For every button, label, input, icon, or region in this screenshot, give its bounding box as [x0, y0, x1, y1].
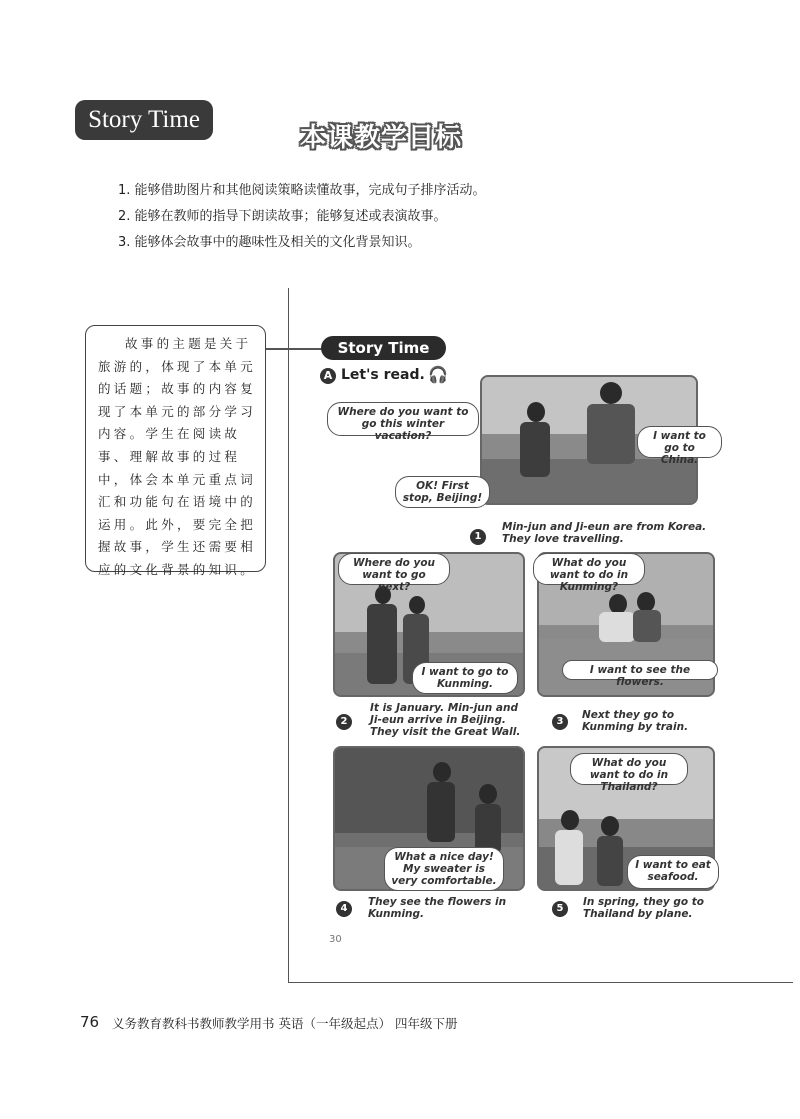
speech-bubble-2b: I want to go to Kunming. — [412, 662, 518, 694]
footer-book-title: 义务教育教科书教师教学用书 英语（一年级起点） 四年级下册 — [112, 1016, 458, 1031]
objective-2: 2. 能够在教师的指导下朗读故事；能够复述或表演故事。 — [118, 209, 447, 224]
speech-bubble-5b: I want to eat seafood. — [627, 855, 719, 889]
girl-figure — [633, 610, 661, 642]
panel-caption-2: It is January. Min-jun and Ji-eun arrive in Beijing. They visit the Great Wall. — [370, 702, 521, 738]
boy-figure — [599, 612, 635, 642]
panel-caption-4: They see the flowers in Kunming. — [368, 896, 507, 920]
panel-caption-5: In spring, they go to Thailand by plane. — [583, 896, 704, 920]
headphone-icon[interactable]: 🎧 — [428, 365, 448, 384]
story-time-badge: Story Time — [75, 100, 213, 140]
panel-number-2: 2 — [336, 714, 352, 730]
footer-page-number: 76 — [80, 1013, 100, 1031]
speech-bubble-4a: What a nice day! My sweater is very comfortable. — [384, 847, 504, 891]
speech-bubble-2a: Where do you want to go next? — [338, 553, 450, 585]
boy-figure — [520, 422, 550, 477]
panel-number-4: 4 — [336, 901, 352, 917]
boy-figure-head — [527, 402, 545, 422]
panel-caption-1: Min-jun and Ji-eun are from Korea. They love travelling. — [502, 521, 707, 545]
textbook-section-title: Story Time — [321, 336, 446, 360]
speech-bubble-3a: What do you want to do in Kunming? — [533, 553, 645, 585]
panel-number-5: 5 — [552, 901, 568, 917]
boy-figure-head — [433, 762, 451, 782]
boy-figure — [427, 782, 455, 842]
girl-figure-head — [601, 816, 619, 836]
boy-figure-head — [609, 594, 627, 614]
boy-figure — [367, 604, 397, 684]
girl-figure-head — [600, 382, 622, 404]
speech-bubble-1b: I want to go to China. — [637, 426, 722, 458]
speech-bubble-5a: What do you want to do in Thailand? — [570, 753, 688, 785]
panel-number-1: 1 — [470, 529, 486, 545]
girl-figure-head — [479, 784, 497, 804]
girl-figure-head — [409, 596, 425, 614]
speech-bubble-1c: OK! First stop, Beijing! — [395, 476, 490, 508]
boy-figure-head — [561, 810, 579, 830]
girl-figure — [597, 836, 623, 886]
girl-figure-head — [637, 592, 655, 612]
girl-figure — [587, 404, 635, 464]
objective-3: 3. 能够体会故事中的趣味性及相关的文化背景知识。 — [118, 235, 421, 250]
lesson-goals-title: 本课教学目标 — [300, 123, 463, 153]
panel-number-3: 3 — [552, 714, 568, 730]
panel-caption-3: Next they go to Kunming by train. — [582, 709, 689, 733]
lets-read-label: Let's read. — [341, 367, 425, 383]
boy-figure — [555, 830, 583, 885]
speech-bubble-1a: Where do you want to go this winter vacation? — [327, 402, 479, 436]
speech-bubble-3b: I want to see the flowers. — [562, 660, 718, 680]
objective-1: 1. 能够借助图片和其他阅读策略读懂故事，完成句子排序活动。 — [118, 183, 486, 198]
part-letter-badge: A — [320, 368, 336, 384]
side-note-box — [85, 325, 266, 577]
textbook-page-number: 30 — [329, 934, 342, 945]
side-note-text: 故事的主题是关于旅游的，体现了本单元的话题；故事的内容复现了本单元的部分学习内容。学生在阅读故事、理解故事的过程中，体会本单元重点词汇和功能句在语境中的运用。此外，要完全把握故事，学生还需要相应的文化背景的知识。 — [98, 336, 257, 577]
